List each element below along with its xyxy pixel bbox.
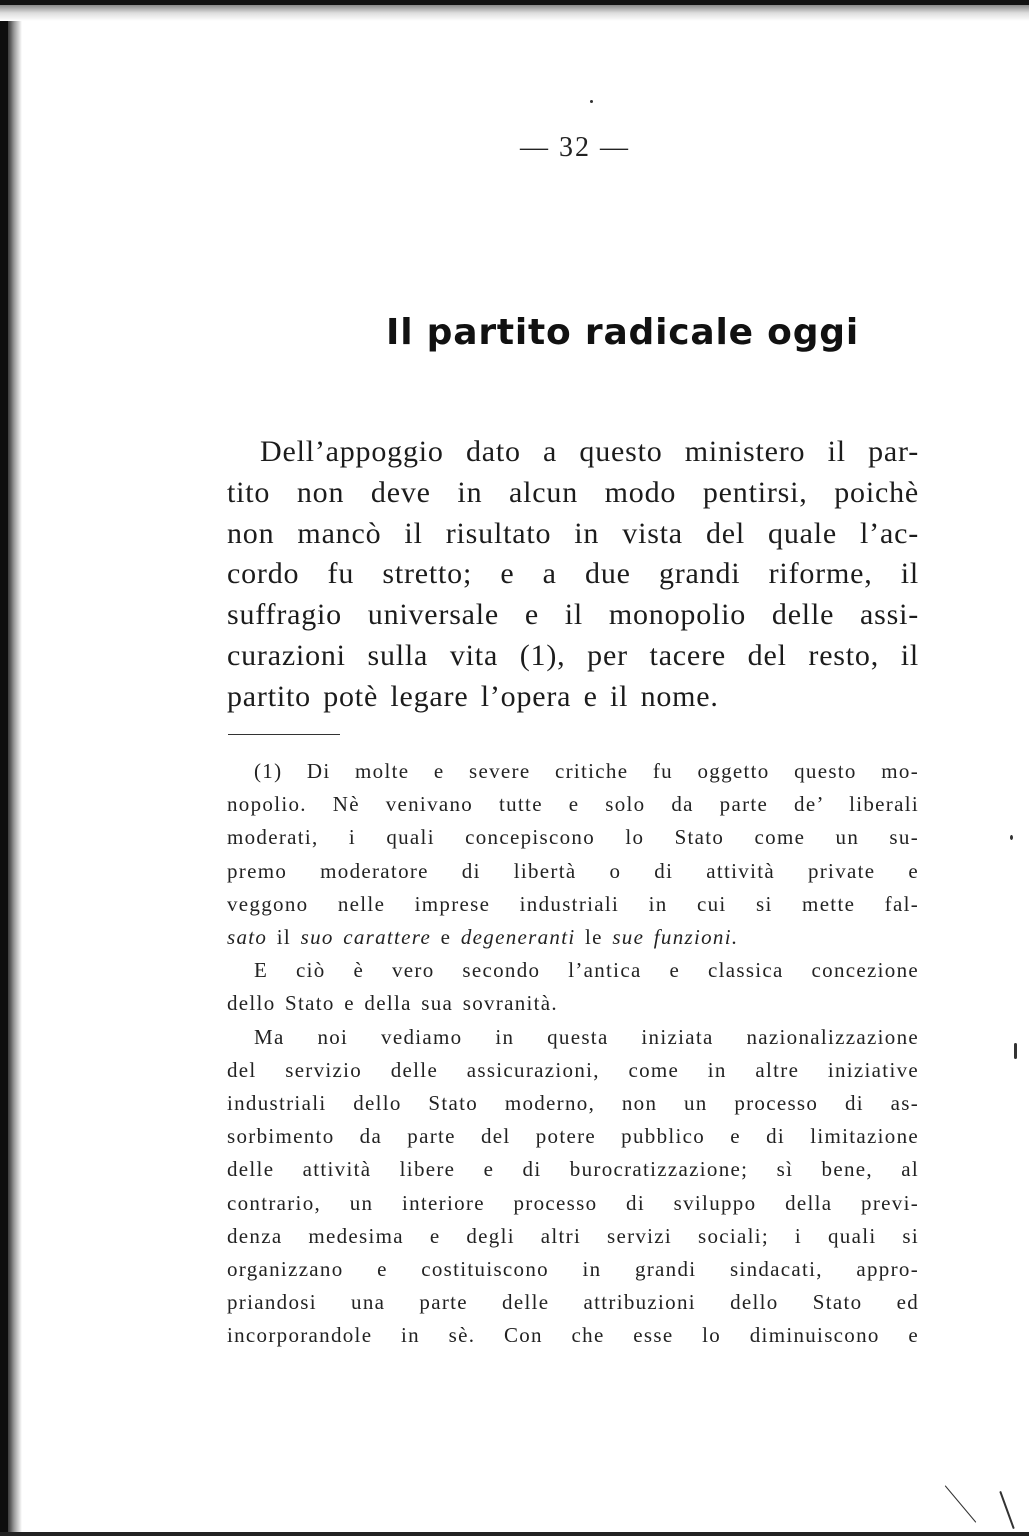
chapter-title: Il partito radicale oggi [386,312,859,353]
footnote-line: (1) Di molte e severe critiche fu oggetto questo mo- [254,759,919,783]
body-line: tito non deve in alcun modo pentirsi, poichè [227,475,919,509]
scan-speck [1010,835,1013,840]
footnote-text: le [575,925,613,950]
footnote-text: e [431,925,461,950]
footnote-line: moderati, i quali concepiscono lo Stato come un su- [227,825,919,850]
footnote-line: denza medesima e degli altri servizi sociali; i quali si [227,1223,919,1248]
footnote-line: nopolio. Nè venivano tutte e solo da parte de’ liberali [227,792,919,817]
footnote-line: Ma noi vediamo in questa iniziata nazionalizzazione [254,1024,919,1049]
footnote-italic-text: sato [227,925,268,950]
footnote-line: sorbimento da parte del potere pubblico e di limitazione [227,1124,919,1149]
scan-left-rule [0,0,8,1536]
footnote [227,755,919,1353]
footnote-line: incorporandole in sè. Con che esse lo diminuiscono e [227,1323,919,1348]
footnote-line: veggono nelle imprese industriali in cui si mette fal- [227,891,919,916]
footnote-line: delle attività libere e di burocratizzazione; sì bene, al [227,1157,919,1182]
footnote-line: industriali dello Stato moderno, non un processo di as- [227,1091,919,1116]
body-paragraph [227,432,919,718]
body-line: partito potè legare l’opera e il nome. [227,679,719,713]
footnote-rule [228,734,340,735]
scan-speck [1014,1043,1017,1059]
body-line: Dell’appoggio dato a questo ministero il par- [260,435,919,468]
footnote-italic-text: suo carattere [300,925,432,950]
scan-speck [945,1485,977,1522]
footnote-italic-text: degeneranti [460,925,576,950]
footnote-line [227,921,919,954]
footnote-line: contrario, un interiore processo di sviluppo della previ- [227,1190,919,1215]
footnote-italic-text: sue funzioni. [612,925,739,950]
body-line: suffragio universale e il monopolio delle assi- [227,598,919,632]
footnote-line: priandosi una parte delle attribuzioni dello Stato ed [227,1290,919,1315]
scan-speck [999,1491,1015,1529]
footnote-line: del servizio delle assicurazioni, come in altre iniziative [227,1057,919,1082]
body-line: cordo fu stretto; e a due grandi riforme, il [227,557,919,591]
body-line: curazioni sulla vita (1), per tacere del resto, il [227,638,919,672]
footnote-line: dello Stato e della sua sovranità. [227,991,558,1016]
footnote-line: E ciò è vero secondo l’antica e classica concezione [254,958,919,983]
footnote-text: il [267,925,301,950]
scan-speck [590,100,593,103]
scan-top-fade [0,5,1029,21]
footnote-line: organizzano e costituiscono in grandi sindacati, appro- [227,1257,919,1282]
page-number: — 32 — [520,132,630,163]
scan-bottom-edge [0,1532,1029,1536]
body-line: non mancò il risultato in vista del quale l’ac- [227,516,919,550]
footnote-line: premo moderatore di libertà o di attività private e [227,858,919,883]
